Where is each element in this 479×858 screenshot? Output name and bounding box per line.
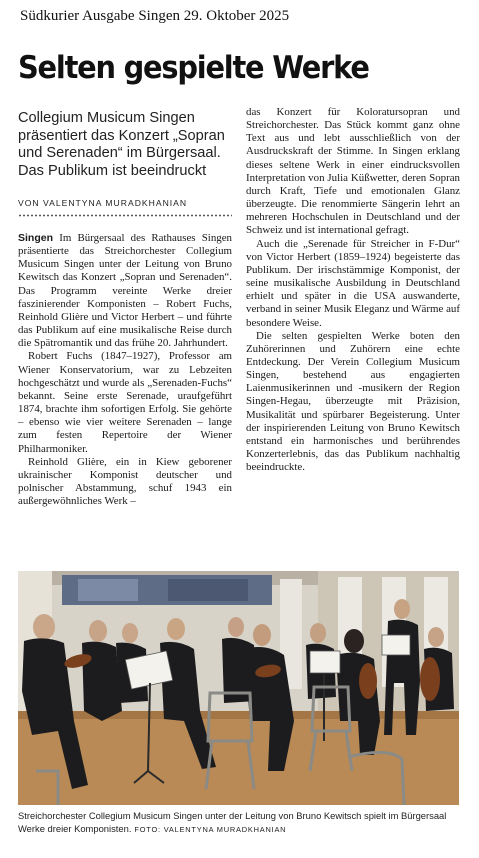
article-paragraph xyxy=(18,232,232,350)
article-subheadline: Collegium Musicum Singen präsentiert das Konzert „Sopran und Serenaden“ im Bürgersaal. Das Publikum ist beeindruckt xyxy=(18,110,225,179)
photo-caption xyxy=(18,810,463,836)
article-paragraph: Die selten gespielten Werke boten den Zuhörerinnen und Zuhörern eine echte Entdeckung. Der Verein Collegium Musicum Singen, bestehend aus engagierten Laienmusikerinnen und -musikern der Region Singen-Hegau, überzeugte mit Präzision, Musikalität und spürbarer Begeisterung. Unter der inspirierenden Leitung von Bruno Kewitsch entstand ein harmonisches und berührendes Konzerterlebnis, das das Publikum nachhaltig beeindruckte. xyxy=(246,329,460,474)
article-paragraph: Reinhold Glière, ein in Kiew geborener ukrainischer Komponist deutscher und polnischer Abstammung, schuf 1943 ein außergewöhnliches Werk – xyxy=(18,455,232,508)
article-headline: Selten gespielte Werke xyxy=(18,50,369,86)
byline-divider xyxy=(18,214,232,217)
photo-credit: FOTO: VALENTYNA MURADKHANIAN xyxy=(134,824,287,834)
article-column-right xyxy=(246,106,460,474)
article-paragraph: das Konzert für Koloratursopran und Streichorchester. Das Stück kommt ganz ohne Text aus und lebt ausschließlich von der Ausdruckskraft der Stimme. In Singen erklang dieses seltene Werk in einer eindrucksvollen Interpretation von Julia Küßwetter, deren Sopran durch Kraft, Tiefe und emotionalen Glanz überzeugte. Die renommierte Sängerin lehrt an mehreren Hochschulen in Deutschland und der Schweiz und ist international gefragt. xyxy=(246,106,460,237)
orchestra-photo-illustration xyxy=(18,571,459,805)
caption-text: Streichorchester Collegium Musicum Singen unter der Leitung von Bruno Kewitsch spielt im Bürgersaal Werke dreier Komponisten. xyxy=(18,810,447,834)
article-column-left xyxy=(18,232,232,508)
paragraph-text: Im Bürgersaal des Rathauses Singen präsentierte das Streichorchester Collegium Musicum Singen unter der Leitung von Bruno Kewitsch das Konzert „Sopran und Serenaden“. Das Programm vereinte Werke dreier faszinierender Komponisten – Robert Fuchs, Reinhold Glière und Victor Herbert – und führte das Publikum auf eine musikalische Reise durch die Spätromantik und das frühe 20. Jahrhundert. xyxy=(18,232,232,350)
lead-word: Singen xyxy=(18,232,54,244)
article-paragraph: Robert Fuchs (1847–1927), Professor am Wiener Konservatorium, war zu Lebzeiten hochgeschätzt und wurde als „Serenaden-Fuchs“ bekannt. Seine erste Serenade, uraufgeführt 1874, brachte ihm sofortigen Erfolg. Sie gehörte – ebenso wie vier weitere Serenaden – lange zum festen Repertoire der Wiener Philharmoniker. xyxy=(18,350,232,455)
source-line: Südkurier Ausgabe Singen 29. Oktober 2025 xyxy=(20,8,290,24)
concert-photo xyxy=(18,571,459,805)
article-byline: VON VALENTYNA MURADKHANIAN xyxy=(18,198,188,208)
article-paragraph: Auch die „Serenade für Streicher in F-Dur“ von Victor Herbert (1859–1924) begeisterte das Publikum. Der irischstämmige Komponist, der seine musikalische Ausbildung in Deutschland erhielt und später in die USA auswanderte, verband in seiner Musik Eleganz und Wärme auf besondere Weise. xyxy=(246,237,460,329)
